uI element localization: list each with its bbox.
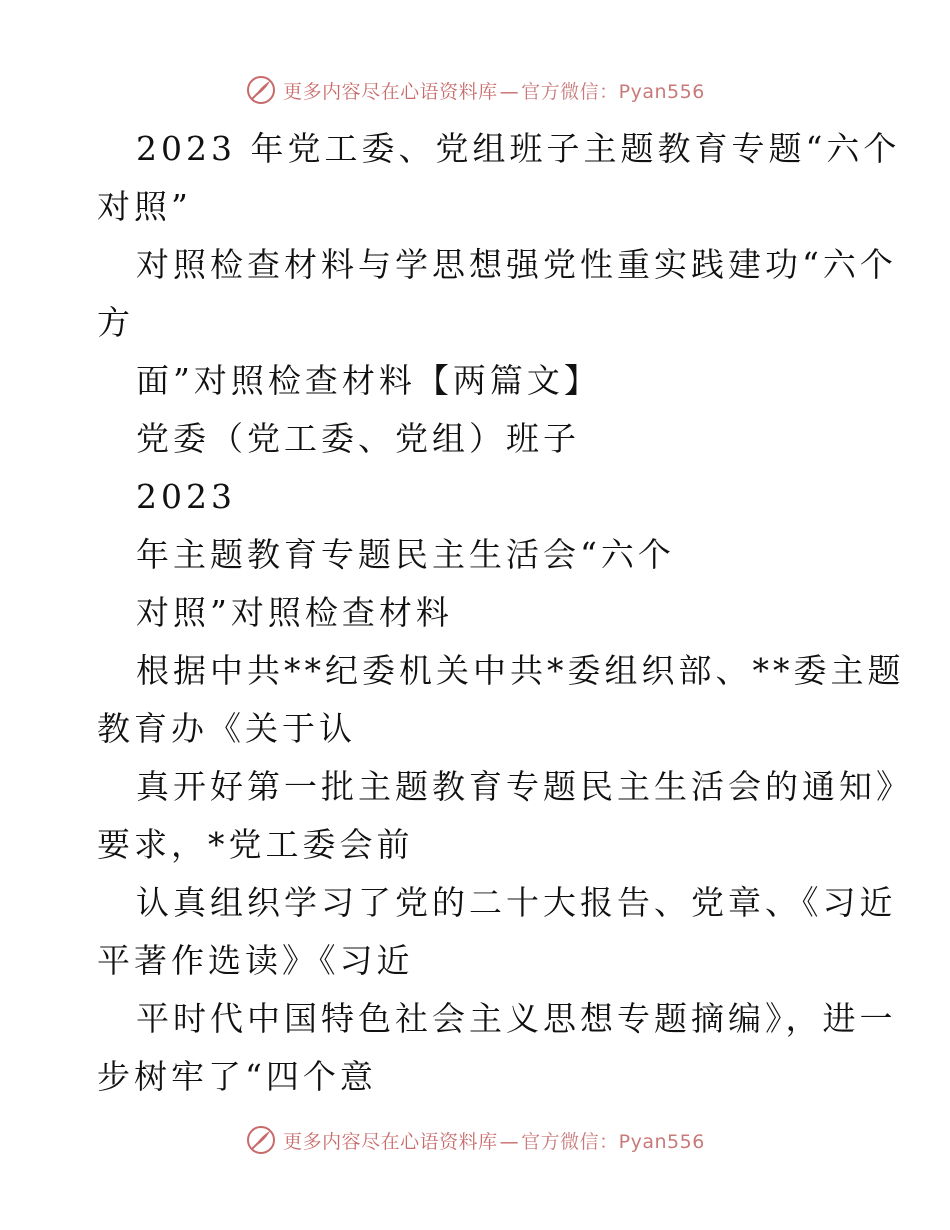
document-line: 教育办《关于认 bbox=[97, 709, 356, 748]
document-line: 认真组织学习了党的二十大报告、党章、《习近 bbox=[136, 883, 897, 922]
watermark-separator: — bbox=[499, 80, 520, 103]
footer-watermark bbox=[0, 1122, 950, 1158]
watermark-contact: 官方微信：Pyan556 bbox=[521, 1130, 705, 1153]
watermark-contact: 官方微信：Pyan556 bbox=[521, 80, 705, 103]
document-line: 年主题教育专题民主生活会“六个 bbox=[136, 535, 675, 574]
header-watermark bbox=[0, 72, 950, 108]
document-body bbox=[97, 120, 913, 1106]
document-line: 对照”对照检查材料 bbox=[136, 593, 453, 632]
watermark-text bbox=[283, 77, 705, 104]
watermark-separator: — bbox=[499, 1130, 520, 1153]
feather-pen-logo-icon bbox=[245, 74, 277, 106]
document-line: 对照” bbox=[97, 187, 192, 226]
document-line: 步树牢了“四个意 bbox=[97, 1057, 377, 1096]
document-line: 面”对照检查材料【两篇文】 bbox=[136, 361, 601, 400]
document-line: 根据中共**纪委机关中共*委组织部、**委主题 bbox=[136, 651, 905, 690]
document-line: 要求，*党工委会前 bbox=[97, 825, 414, 864]
document-line: 党委（党工委、党组）班子 bbox=[136, 419, 580, 458]
document-line: 真开好第一批主题教育专题民主生活会的通知》 bbox=[136, 767, 913, 806]
document-line: 2023 年党工委、党组班子主题教育专题“六个 bbox=[136, 129, 901, 168]
watermark-text bbox=[283, 1127, 705, 1154]
document-line: 对照检查材料与学思想强党性重实践建功“六个 bbox=[136, 245, 897, 284]
watermark-brand: 更多内容尽在心语资料库 bbox=[283, 80, 498, 103]
feather-pen-logo-icon bbox=[245, 1124, 277, 1156]
document-line: 2023 bbox=[136, 477, 236, 516]
watermark-brand: 更多内容尽在心语资料库 bbox=[283, 1130, 498, 1153]
document-line: 方 bbox=[97, 303, 134, 342]
document-line: 平著作选读》《习近 bbox=[97, 941, 414, 980]
document-line: 平时代中国特色社会主义思想专题摘编》，进一 bbox=[136, 999, 897, 1038]
